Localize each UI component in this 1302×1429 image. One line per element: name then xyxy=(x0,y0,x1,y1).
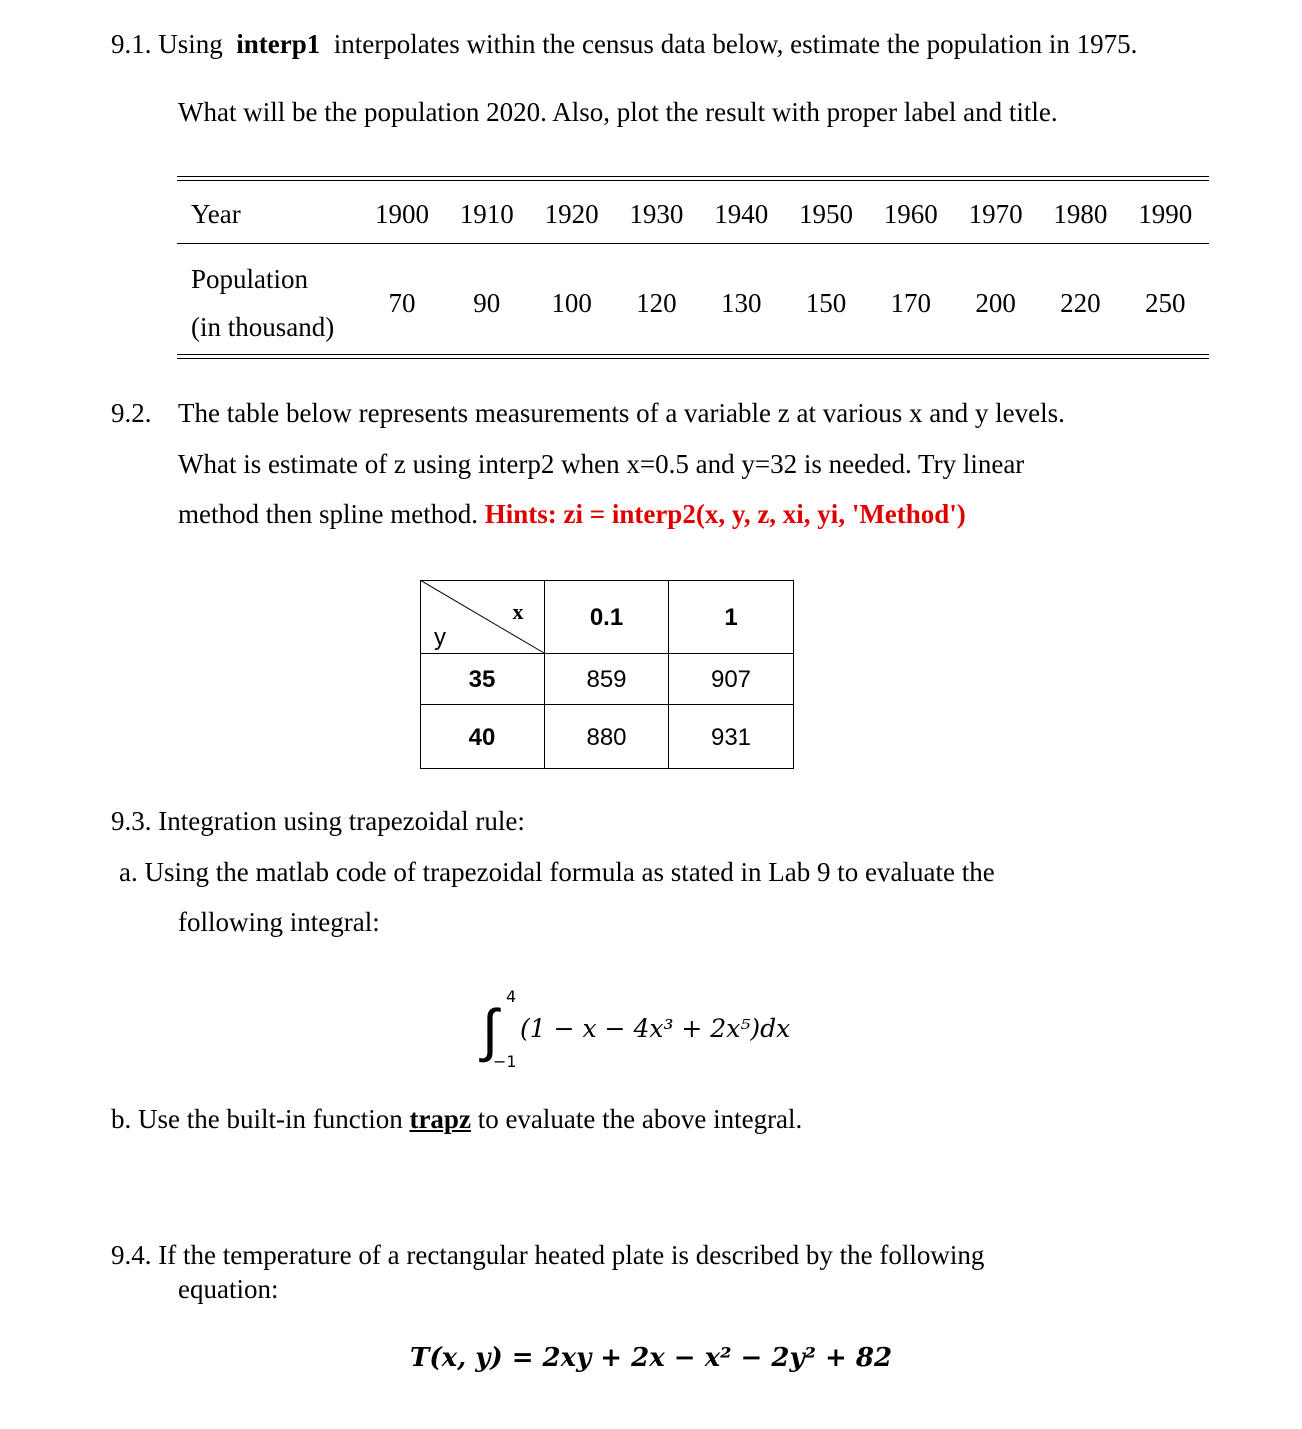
q3-part-b-post: to evaluate the above integral. xyxy=(477,1104,803,1134)
year-cell: 1920 xyxy=(544,199,599,229)
population-cell: 250 xyxy=(1144,288,1186,318)
population-cell: 150 xyxy=(805,288,847,318)
q2-line-3 xyxy=(178,498,966,530)
population-cell: 90 xyxy=(473,288,501,318)
q1-line-2: What will be the population 2020. Also, plot the result with proper label and title. xyxy=(178,97,1058,127)
population-cell: 120 xyxy=(636,288,677,318)
z-table xyxy=(420,580,794,769)
population-label-1: Population xyxy=(191,264,309,294)
table-bottom-rule-2 xyxy=(177,358,1209,359)
table-top-rule xyxy=(177,176,1209,177)
q3-part-b-pre: b. Use the built-in function xyxy=(111,1104,403,1134)
year-cell: 1970 xyxy=(968,199,1023,229)
q4-line-1: 9.4. If the temperature of a rectangular heated plate is described by the following xyxy=(111,1240,985,1270)
year-cell: 1960 xyxy=(883,199,938,229)
z-cell-2-1: 880 xyxy=(586,724,627,751)
y-header-label: y xyxy=(434,624,446,651)
q2-line-1: The table below represents measurements of a variable z at various x and y levels. xyxy=(178,398,1065,428)
y-value-2: 40 xyxy=(468,724,496,751)
q1-text-a: Using xyxy=(158,29,223,59)
x-value-2: 1 xyxy=(724,604,738,631)
q2-hint: Hints: zi = interp2(x, y, z, xi, yi, 'Method') xyxy=(484,499,966,529)
q3-part-b-keyword: trapz xyxy=(409,1104,471,1134)
integral-sign: ∫ xyxy=(482,996,498,1064)
table-mid-rule xyxy=(177,243,1209,244)
q3-part-b xyxy=(111,1103,802,1135)
z-cell-1-2: 907 xyxy=(710,666,752,693)
year-cell: 1990 xyxy=(1138,199,1193,229)
population-cell: 170 xyxy=(890,288,932,318)
table-top-rule-2 xyxy=(177,180,1209,181)
integral-upper-limit: 4 xyxy=(506,987,517,1006)
temperature-equation: T(x, y) = 2xy + 2x − x² − 2y² + 82 xyxy=(410,1343,893,1373)
q1-keyword: interp1 xyxy=(236,29,321,59)
q2-number: 9.2. xyxy=(111,398,152,428)
q4-line-2: equation: xyxy=(178,1274,279,1304)
q2-line-3-text: method then spline method. xyxy=(178,499,478,529)
population-cell: 220 xyxy=(1060,288,1101,318)
population-label-2: (in thousand) xyxy=(191,312,335,342)
q3-part-a-line-2: following integral: xyxy=(178,907,380,937)
z-cell-1-1: 859 xyxy=(586,666,627,693)
z-cell-2-2: 931 xyxy=(710,724,752,751)
q2-line-2: What is estimate of z using interp2 when x=0.5 and y=32 is needed. Try linear xyxy=(178,449,1025,479)
population-cell: 200 xyxy=(975,288,1016,318)
year-label: Year xyxy=(191,199,241,229)
population-cell: 100 xyxy=(551,288,592,318)
q1-line-1 xyxy=(111,28,1137,60)
year-cell: 1900 xyxy=(375,199,429,229)
q1-number: 9.1. xyxy=(111,29,152,59)
q1-text-b: interpolates within the census data below, estimate the population in 1975. xyxy=(333,29,1138,59)
year-cell: 1980 xyxy=(1053,199,1108,229)
q3-part-a-line-1: a. Using the matlab code of trapezoidal formula as stated in Lab 9 to evaluate the xyxy=(119,857,995,887)
y-value-1: 35 xyxy=(468,666,496,693)
year-cell: 1930 xyxy=(629,199,684,229)
year-cell: 1940 xyxy=(714,199,769,229)
year-cell: 1950 xyxy=(799,199,853,229)
table-bottom-rule xyxy=(177,354,1209,355)
x-header-label: x xyxy=(512,599,524,624)
population-cell: 70 xyxy=(388,288,416,318)
population-cell: 130 xyxy=(720,288,762,318)
year-cell: 1910 xyxy=(459,199,514,229)
integrand: (1 − x − 4x³ + 2x⁵)dx xyxy=(520,1014,791,1043)
x-value-1: 0.1 xyxy=(589,604,624,631)
integral-lower-limit: −1 xyxy=(493,1052,517,1071)
q3-heading: 9.3. Integration using trapezoidal rule: xyxy=(111,806,525,836)
